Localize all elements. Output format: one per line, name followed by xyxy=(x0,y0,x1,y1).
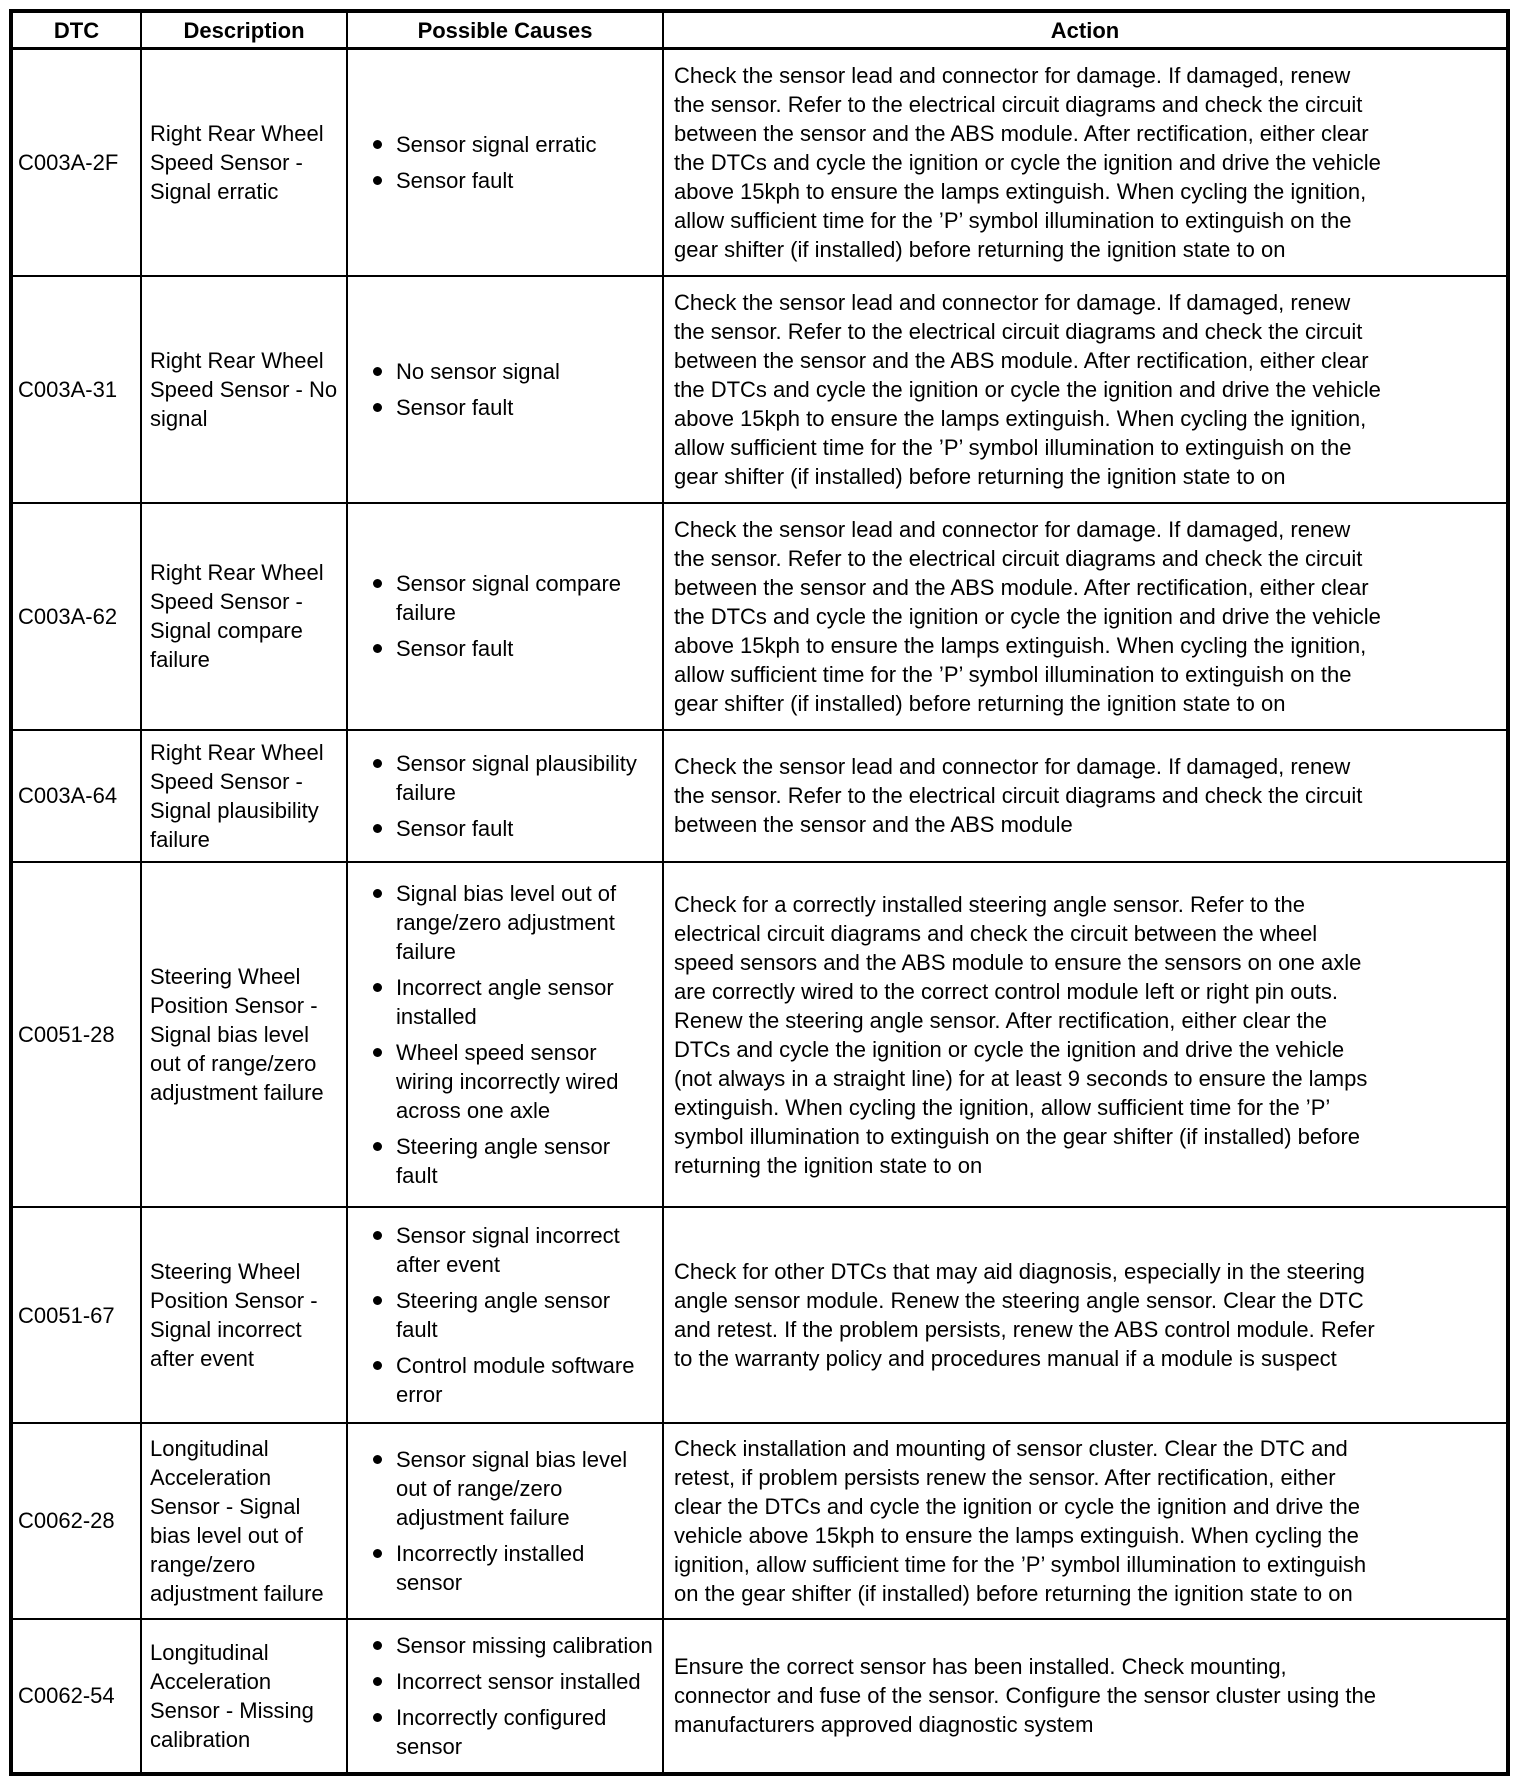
causes-cell xyxy=(347,730,663,863)
cause-item: Signal bias level out of range/zero adjustment failure xyxy=(352,879,658,966)
table-row xyxy=(11,1423,1508,1619)
causes-cell xyxy=(347,503,663,730)
header-row xyxy=(11,11,1508,49)
causes-list xyxy=(352,1221,658,1409)
description-cell: Right Rear Wheel Speed Sensor - Signal plausibility failure xyxy=(141,730,347,863)
causes-list xyxy=(352,879,658,1190)
cause-item: Sensor fault xyxy=(352,393,658,422)
action-cell: Check the sensor lead and connector for damage. If damaged, renew the sensor. Refer to the electrical circuit diagrams and check the circuit between the sensor and the ABS module xyxy=(663,730,1508,863)
dtc-table xyxy=(9,9,1510,1776)
table-header xyxy=(11,11,1508,49)
table-row xyxy=(11,49,1508,276)
cause-item: Sensor signal bias level out of range/zero adjustment failure xyxy=(352,1445,658,1532)
causes-cell xyxy=(347,49,663,276)
cause-item: Sensor missing calibration xyxy=(352,1631,658,1660)
action-cell: Check installation and mounting of sensor cluster. Clear the DTC and retest, if problem persists renew the sensor. After rectification, either clear the DTCs and cycle the ignition or cycle the ignition and drive the vehicle above 15kph to ensure the lamps extinguish. When cycling the ignition, allow sufficient time for the ’P’ symbol illumination to extinguish on the gear shifter (if installed) before returning the ignition state to on xyxy=(663,1423,1508,1619)
header-description: Description xyxy=(141,11,347,49)
action-cell: Check for a correctly installed steering angle sensor. Refer to the electrical circuit diagrams and check the circuit between the wheel speed sensors and the ABS module to ensure the sensors on one axle are correctly wired to the correct control module left or right pin outs. Renew the steering angle sensor. After rectification, either clear the DTCs and cycle the ignition or cycle the ignition and drive the vehicle (not always in a straight line) for at least 9 seconds to ensure the lamps extinguish. When cycling the ignition, allow sufficient time for the ’P’ symbol illumination to extinguish on the gear shifter (if installed) before returning the ignition state to on xyxy=(663,862,1508,1207)
action-cell: Check the sensor lead and connector for damage. If damaged, renew the sensor. Refer to the electrical circuit diagrams and check the circuit between the sensor and the ABS module. After rectification, either clear the DTCs and cycle the ignition or cycle the ignition and drive the vehicle above 15kph to ensure the lamps extinguish. When cycling the ignition, allow sufficient time for the ’P’ symbol illumination to extinguish on the gear shifter (if installed) before returning the ignition state to on xyxy=(663,276,1508,503)
causes-cell xyxy=(347,862,663,1207)
action-cell: Check the sensor lead and connector for damage. If damaged, renew the sensor. Refer to the electrical circuit diagrams and check the circuit between the sensor and the ABS module. After rectification, either clear the DTCs and cycle the ignition or cycle the ignition and drive the vehicle above 15kph to ensure the lamps extinguish. When cycling the ignition, allow sufficient time for the ’P’ symbol illumination to extinguish on the gear shifter (if installed) before returning the ignition state to on xyxy=(663,49,1508,276)
header-possible-causes: Possible Causes xyxy=(347,11,663,49)
cause-item: Control module software error xyxy=(352,1351,658,1409)
dtc-cell: C0062-28 xyxy=(11,1423,141,1619)
header-dtc: DTC xyxy=(11,11,141,49)
cause-item: Incorrect angle sensor installed xyxy=(352,973,658,1031)
cause-item: Sensor signal plausibility failure xyxy=(352,749,658,807)
cause-item: Sensor signal incorrect after event xyxy=(352,1221,658,1279)
causes-list xyxy=(352,357,658,422)
cause-item: Sensor fault xyxy=(352,814,658,843)
description-cell: Steering Wheel Position Sensor - Signal incorrect after event xyxy=(141,1207,347,1422)
cause-item: Incorrectly installed sensor xyxy=(352,1539,658,1597)
description-cell: Longitudinal Acceleration Sensor - Signal bias level out of range/zero adjustment failure xyxy=(141,1423,347,1619)
causes-list xyxy=(352,1445,658,1597)
cause-item: No sensor signal xyxy=(352,357,658,386)
causes-cell xyxy=(347,1423,663,1619)
dtc-cell: C003A-64 xyxy=(11,730,141,863)
cause-item: Sensor signal compare failure xyxy=(352,569,658,627)
cause-item: Wheel speed sensor wiring incorrectly wired across one axle xyxy=(352,1038,658,1125)
description-cell: Steering Wheel Position Sensor - Signal bias level out of range/zero adjustment failure xyxy=(141,862,347,1207)
table-row xyxy=(11,1207,1508,1422)
table-body xyxy=(11,49,1508,1775)
dtc-cell: C0051-28 xyxy=(11,862,141,1207)
table-row xyxy=(11,276,1508,503)
cause-item: Steering angle sensor fault xyxy=(352,1286,658,1344)
causes-cell xyxy=(347,276,663,503)
cause-item: Sensor fault xyxy=(352,634,658,663)
description-cell: Right Rear Wheel Speed Sensor - Signal compare failure xyxy=(141,503,347,730)
causes-list xyxy=(352,749,658,843)
causes-list xyxy=(352,569,658,663)
table-row xyxy=(11,730,1508,863)
dtc-cell: C0062-54 xyxy=(11,1619,141,1774)
description-cell: Longitudinal Acceleration Sensor - Missing calibration xyxy=(141,1619,347,1774)
dtc-cell: C003A-31 xyxy=(11,276,141,503)
table-row xyxy=(11,862,1508,1207)
action-cell: Check for other DTCs that may aid diagnosis, especially in the steering angle sensor module. Renew the steering angle sensor. Clear the DTC and retest. If the problem persists, renew the ABS control module. Refer to the warranty policy and procedures manual if a module is suspect xyxy=(663,1207,1508,1422)
header-action: Action xyxy=(663,11,1508,49)
description-cell: Right Rear Wheel Speed Sensor - Signal erratic xyxy=(141,49,347,276)
causes-cell xyxy=(347,1207,663,1422)
causes-list xyxy=(352,1631,658,1761)
cause-item: Incorrectly configured sensor xyxy=(352,1703,658,1761)
dtc-cell: C003A-62 xyxy=(11,503,141,730)
cause-item: Sensor fault xyxy=(352,166,658,195)
dtc-cell: C003A-2F xyxy=(11,49,141,276)
dtc-cell: C0051-67 xyxy=(11,1207,141,1422)
action-cell: Check the sensor lead and connector for damage. If damaged, renew the sensor. Refer to the electrical circuit diagrams and check the circuit between the sensor and the ABS module. After rectification, either clear the DTCs and cycle the ignition or cycle the ignition and drive the vehicle above 15kph to ensure the lamps extinguish. When cycling the ignition, allow sufficient time for the ’P’ symbol illumination to extinguish on the gear shifter (if installed) before returning the ignition state to on xyxy=(663,503,1508,730)
table-row xyxy=(11,503,1508,730)
causes-list xyxy=(352,130,658,195)
causes-cell xyxy=(347,1619,663,1774)
table-row xyxy=(11,1619,1508,1774)
cause-item: Incorrect sensor installed xyxy=(352,1667,658,1696)
cause-item: Sensor signal erratic xyxy=(352,130,658,159)
action-cell: Ensure the correct sensor has been installed. Check mounting, connector and fuse of the sensor. Configure the sensor cluster using the manufacturers approved diagnostic system xyxy=(663,1619,1508,1774)
description-cell: Right Rear Wheel Speed Sensor - No signal xyxy=(141,276,347,503)
cause-item: Steering angle sensor fault xyxy=(352,1132,658,1190)
